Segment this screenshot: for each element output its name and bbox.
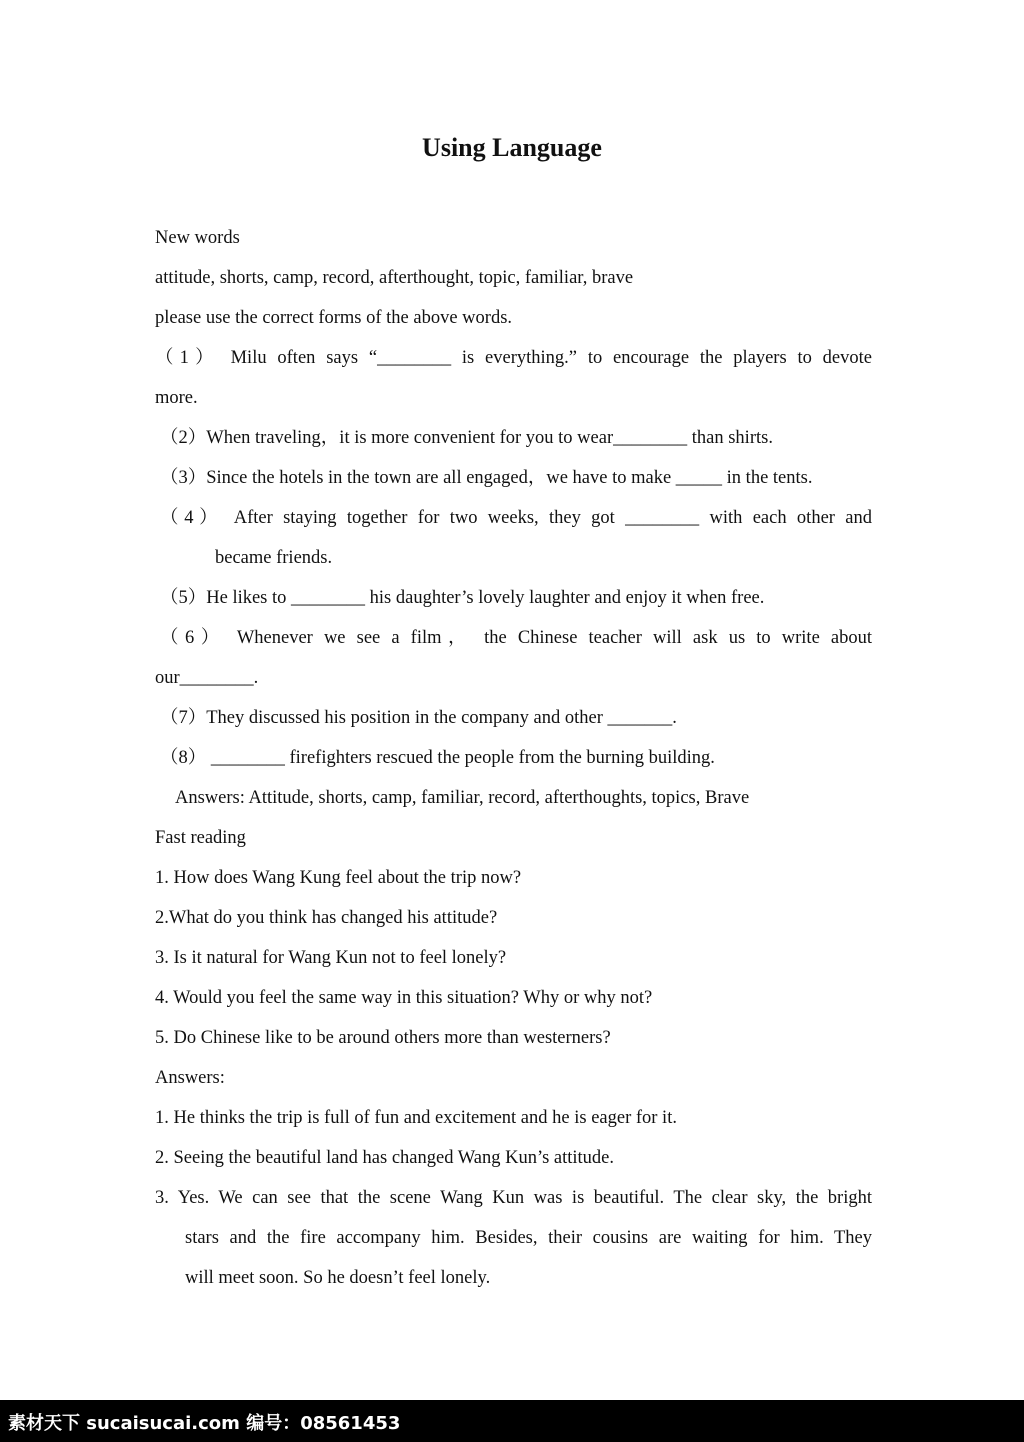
exercise-2: （2）When traveling，it is more convenient for you to wear________ than shirts. (160, 428, 773, 448)
exercise-6: （6） Whenever we see a film， the Chinese teacher will ask us to write about (160, 628, 872, 648)
answers-heading: Answers: (155, 1068, 225, 1088)
exercise-8: （8） ________ firefighters rescued the people from the burning building. (160, 748, 715, 768)
question-2: 2.What do you think has changed his attitude? (155, 908, 498, 928)
exercise-6-continued: our________. (155, 668, 259, 688)
answer-2: 2. Seeing the beautiful land has changed Wang Kun’s attitude. (155, 1148, 615, 1168)
question-1: 1. How does Wang Kung feel about the trip now? (155, 868, 522, 888)
exercise-1-continued: more. (155, 388, 198, 408)
answer-3-line-2: stars and the fire accompany him. Besides, their cousins are waiting for him. They (185, 1228, 872, 1248)
answer-1: 1. He thinks the trip is full of fun and excitement and he is eager for it. (155, 1108, 677, 1128)
page-title: Using Language (422, 133, 602, 162)
new-words-heading: New words (155, 228, 240, 248)
answer-3: 3. Yes. We can see that the scene Wang Kun was is beautiful. The clear sky, the bright (155, 1188, 872, 1208)
exercise-3: （3）Since the hotels in the town are all engaged，we have to make _____ in the tents. (160, 468, 813, 488)
question-4: 4. Would you feel the same way in this situation? Why or why not? (155, 988, 653, 1008)
watermark-bar (0, 1400, 1024, 1442)
fast-reading-heading: Fast reading (155, 828, 246, 848)
watermark-text: 素材天下 sucaisucai.com 编号：08561453 (8, 1413, 401, 1434)
exercise-1: （1） Milu often says “________ is everything.” to encourage the players to devote (155, 348, 872, 368)
exercise-4-continued: became friends. (215, 548, 333, 568)
question-5: 5. Do Chinese like to be around others more than westerners? (155, 1028, 611, 1048)
exercise-answers: Answers: Attitude, shorts, camp, familiar, record, afterthoughts, topics, Brave (175, 788, 750, 808)
exercise-4: （4） After staying together for two weeks, they got ________ with each other and (160, 508, 872, 528)
instruction-text: please use the correct forms of the above words. (155, 308, 513, 328)
exercise-5: （5）He likes to ________ his daughter’s lovely laughter and enjoy it when free. (160, 588, 765, 608)
new-words-list: attitude, shorts, camp, record, afterthought, topic, familiar, brave (155, 268, 634, 288)
question-3: 3. Is it natural for Wang Kun not to feel lonely? (155, 948, 507, 968)
exercise-7: （7）They discussed his position in the company and other _______. (160, 708, 677, 728)
answer-3-line-3: will meet soon. So he doesn’t feel lonely. (185, 1268, 491, 1288)
